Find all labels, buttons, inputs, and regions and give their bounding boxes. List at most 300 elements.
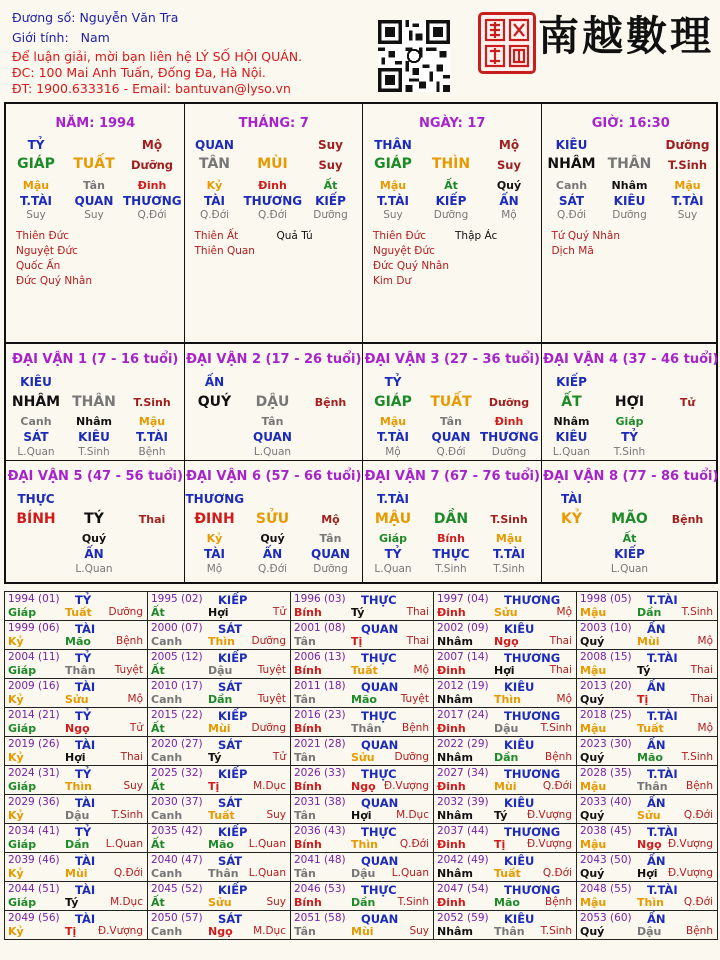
cell-text: Giáp [378, 532, 408, 545]
year-god-text: THƯƠNG [504, 651, 561, 665]
year-cell [148, 737, 291, 766]
cell-text: Q.Đới [556, 209, 587, 221]
year-stem: Tân [294, 635, 316, 648]
year-cell [577, 737, 718, 766]
year-branch: Tý [494, 809, 508, 822]
year-branch: Sửu [65, 693, 89, 706]
year-stage: Q.Đới [542, 867, 572, 879]
year-stem: Mậu [580, 606, 607, 619]
cell-text: TÀI [203, 194, 225, 208]
dai-van-title: ĐẠI VẬN 6 (57 - 66 tuổi) [186, 469, 362, 484]
year-god-text: T.TÀI [647, 651, 678, 665]
year-branch: Tị [637, 693, 649, 706]
year-stage: M.Dục [396, 809, 429, 821]
cell-text: T.TÀI [20, 194, 52, 208]
year-stage: L.Quan [248, 867, 286, 879]
cell-text: Q.Đới [199, 209, 230, 221]
year-cell [148, 592, 291, 621]
year-branch: Tý [351, 606, 365, 619]
year-god-text: TÀI [75, 854, 96, 868]
cell-text: Đinh [258, 179, 287, 192]
address-line: ĐC: 100 Mai Anh Tuấn, Đống Đa, Hà Nội. [12, 65, 266, 80]
cell-text: KIẾP [614, 547, 645, 561]
year-god-text: ẤN [647, 854, 666, 868]
year-label: 1998 (05) [580, 593, 632, 605]
dai-van-title: ĐẠI VẬN 1 (7 - 16 tuổi) [12, 352, 179, 367]
year-branch: Ngọ [637, 838, 662, 851]
year-cell [291, 737, 434, 766]
year-cell [291, 882, 434, 911]
year-stem: Canh [151, 693, 183, 706]
year-stem: Quý [580, 925, 605, 938]
year-stage: Mộ [697, 722, 713, 734]
year-label: 2010 (17) [151, 680, 203, 692]
year-branch: Dậu [208, 664, 233, 677]
year-stem: Kỷ [8, 635, 24, 648]
cell-text: Canh [555, 179, 588, 192]
dai-van-cell-2 [185, 344, 364, 460]
cell-text: Quý [496, 179, 522, 192]
year-god-text: THỰC [361, 883, 397, 897]
year-branch: Mùi [65, 867, 88, 880]
dai-van-cell-1 [6, 344, 185, 460]
year-label: 2051 (58) [294, 912, 346, 924]
year-branch: Hợi [494, 664, 515, 677]
year-stem: Mậu [580, 664, 607, 677]
cell-text: Dưỡng [665, 138, 710, 152]
year-stage: Dưỡng [251, 722, 286, 734]
year-stem: Giáp [8, 838, 37, 851]
table-row [5, 679, 718, 708]
year-stem: Mậu [580, 780, 607, 793]
year-cell [291, 708, 434, 737]
year-stem: Mậu [580, 722, 607, 735]
year-label: 2016 (23) [294, 709, 346, 721]
year-cell [5, 650, 148, 679]
cell-text: T.Sinh [78, 446, 110, 458]
year-god-text: KIẾP [218, 767, 248, 781]
year-stage: Dưỡng [394, 751, 429, 763]
year-god-text: TỶ [75, 651, 92, 665]
year-god-text: KIÊU [504, 680, 535, 694]
cell-text: Quý [81, 532, 107, 545]
cell-text: T.TÀI [377, 194, 409, 208]
year-label: 2002 (09) [437, 622, 489, 634]
year-god-text: QUAN [361, 854, 399, 868]
dai-van-stage: Tử [679, 396, 696, 409]
dai-van-stage: Thai [138, 513, 166, 526]
cell-text: TÀI [203, 547, 225, 561]
year-stage: Đ.Vượng [383, 780, 429, 792]
year-cell [148, 911, 291, 940]
year-stage: Thai [690, 693, 713, 705]
year-label: 2031 (38) [294, 796, 346, 808]
year-label: 2022 (29) [437, 738, 489, 750]
year-branch: Thìn [351, 838, 378, 851]
cell-text: TUẤT [73, 156, 115, 172]
shen-sha-star: Quốc Ấn [16, 260, 61, 272]
cell-text: Mậu [22, 179, 50, 192]
year-god-text: QUAN [361, 622, 399, 636]
table-row [5, 621, 718, 650]
year-branch: Mùi [637, 635, 660, 648]
dai-van-title: ĐẠI VẬN 2 (17 - 26 tuổi) [186, 352, 362, 367]
cell-text: Tân [261, 415, 284, 428]
year-god-text: T.TÀI [647, 767, 678, 781]
year-label: 1994 (01) [8, 593, 60, 605]
year-cell [5, 621, 148, 650]
year-cell [434, 708, 577, 737]
cell-text: THƯƠNG [243, 194, 303, 208]
year-cell [5, 795, 148, 824]
dai-van-chi: DẬU [255, 394, 290, 410]
dai-van-cell-4 [542, 344, 720, 460]
year-label: 2004 (11) [8, 651, 60, 663]
year-label: 2012 (19) [437, 680, 489, 692]
cell-text: THÌN [431, 156, 471, 172]
cell-text: Dưỡng [130, 158, 174, 172]
year-label: 2047 (54) [437, 883, 489, 895]
year-stem: Tân [294, 751, 316, 764]
year-stage: L.Quan [248, 838, 286, 850]
dai-van-can: BÍNH [16, 511, 56, 527]
year-cell [291, 766, 434, 795]
table-row [5, 708, 718, 737]
year-god-text: ẤN [647, 738, 666, 752]
dai-van-god: TỶ [384, 375, 402, 389]
year-god-text: T.TÀI [647, 709, 678, 723]
shen-sha-star: Thập Ác [455, 230, 498, 242]
shen-sha-star: Thiên Đức [16, 230, 70, 242]
cell-text: Suy [26, 209, 46, 221]
cell-text: QUAN [431, 430, 471, 444]
year-stem: Giáp [8, 664, 37, 677]
cell-text: Dưỡng [612, 209, 647, 221]
dai-van-can: MẬU [374, 511, 412, 527]
cell-text: Mộ [206, 563, 223, 575]
year-branch: Dần [351, 896, 376, 909]
year-label: 2003 (10) [580, 622, 632, 634]
year-stem: Ất [151, 896, 165, 909]
year-label: 2043 (50) [580, 854, 632, 866]
year-cell [5, 911, 148, 940]
year-label: 1995 (02) [151, 593, 203, 605]
year-stage: M.Dục [110, 896, 143, 908]
year-branch: Sửu [494, 606, 518, 619]
year-label: 2026 (33) [294, 767, 346, 779]
cell-text: THƯƠNG [123, 194, 182, 208]
dai-van-god: THỰC [17, 492, 55, 506]
year-stem: Kỷ [8, 809, 24, 822]
year-cell [434, 853, 577, 882]
year-stage: Mộ [556, 693, 572, 705]
year-stage: Q.Đới [113, 867, 143, 879]
cell-text: L.Quan [374, 563, 412, 575]
year-branch: Tuất [65, 606, 92, 619]
cell-text: Ất [444, 179, 458, 192]
year-stage: Thai [406, 635, 429, 647]
year-stage: T.Sinh [540, 925, 572, 937]
cell-text: Ất [622, 532, 637, 545]
year-stage: Bệnh [686, 925, 713, 937]
year-stem: Tân [294, 693, 316, 706]
cell-text: T.TÀI [136, 430, 168, 444]
year-label: 2032 (39) [437, 796, 489, 808]
year-cell [291, 853, 434, 882]
year-god-text: ẤN [647, 912, 666, 926]
cell-text: Nhâm [611, 179, 648, 192]
cell-text: T.TÀI [377, 430, 409, 444]
year-stage: T.Sinh [397, 896, 429, 908]
year-cell [577, 621, 718, 650]
annual-luck-table [4, 591, 718, 940]
year-cell [291, 824, 434, 853]
year-stem: Ất [151, 606, 165, 619]
year-stem: Ất [151, 780, 165, 793]
year-god-text: KIÊU [504, 622, 535, 636]
year-branch: Mùi [208, 722, 231, 735]
dai-van-cell-3 [363, 344, 542, 460]
shen-sha-star: Thiên Đức [373, 230, 427, 242]
year-branch: Mão [208, 838, 234, 851]
year-branch: Tị [208, 780, 220, 793]
cell-text: QUAN [253, 430, 292, 444]
year-stem: Bính [294, 606, 322, 619]
phone-email-line: ĐT: 1900.633316 - Email: bantuvan@lyso.vn [12, 81, 291, 96]
year-stage: T.Sinh [540, 722, 572, 734]
table-row [5, 795, 718, 824]
year-stage: Thai [549, 664, 572, 676]
year-branch: Tị [494, 838, 506, 851]
dai-van-title: ĐẠI VẬN 3 (27 - 36 tuổi) [364, 352, 540, 367]
year-branch: Dậu [637, 925, 662, 938]
year-god-text: QUAN [361, 738, 399, 752]
year-cell [148, 621, 291, 650]
year-label: 2030 (37) [151, 796, 203, 808]
pillar-title: NGÀY: 17 [419, 116, 486, 131]
cell-text: THƯƠNG [480, 430, 539, 444]
year-stage: L.Quan [105, 838, 143, 850]
year-branch: Hợi [637, 867, 658, 880]
year-label: 2040 (47) [151, 854, 203, 866]
year-stage: Thai [549, 635, 572, 647]
year-god-text: ẤN [647, 680, 666, 694]
dai-van-chi: SỬU [255, 511, 290, 527]
cell-text: KIẾP [435, 194, 467, 208]
year-cell [148, 766, 291, 795]
table-row [5, 737, 718, 766]
year-label: 2048 (55) [580, 883, 632, 895]
cell-text: Suy [317, 138, 343, 152]
year-cell [291, 679, 434, 708]
year-god-text: T.TÀI [647, 593, 678, 607]
year-branch: Mão [494, 896, 520, 909]
year-god-text: QUAN [361, 912, 399, 926]
year-label: 2050 (57) [151, 912, 203, 924]
year-stage: L.Quan [391, 867, 429, 879]
year-god-text: SÁT [218, 622, 243, 636]
cell-text: Mộ [141, 138, 163, 152]
year-stage: T.Sinh [111, 809, 143, 821]
year-cell [5, 824, 148, 853]
dai-van-chi: HỢI [614, 394, 645, 410]
year-cell [434, 911, 577, 940]
year-branch: Ngọ [208, 925, 233, 938]
year-stage: Mộ [697, 635, 713, 647]
year-label: 2045 (52) [151, 883, 203, 895]
year-stem: Giáp [8, 606, 37, 619]
year-label: 2005 (12) [151, 651, 203, 663]
year-label: 2052 (59) [437, 912, 489, 924]
cell-text: Mộ [501, 209, 517, 221]
table-row [5, 882, 718, 911]
cell-text: GIÁP [17, 156, 55, 172]
year-god-text: ẤN [647, 622, 666, 636]
year-god-text: TỶ [75, 709, 92, 723]
year-branch: Thân [65, 664, 96, 677]
year-cell [434, 621, 577, 650]
year-branch: Dần [637, 606, 662, 619]
year-cell [5, 882, 148, 911]
year-stage: Q.Đới [683, 809, 713, 821]
table-row [5, 911, 718, 940]
year-label: 2019 (26) [8, 738, 60, 750]
year-god-text: THƯƠNG [504, 709, 561, 723]
year-stage: Mộ [556, 606, 572, 618]
year-stem: Mậu [580, 896, 607, 909]
cell-text: MÙI [257, 156, 288, 172]
year-cell [577, 795, 718, 824]
year-god-text: THỰC [361, 767, 397, 781]
year-god-text: SÁT [218, 854, 243, 868]
year-label: 2039 (46) [8, 854, 60, 866]
year-branch: Tuất [637, 722, 664, 735]
cell-text: Đinh [137, 179, 167, 192]
year-cell [148, 650, 291, 679]
year-cell [5, 708, 148, 737]
cell-text: THỰC [432, 547, 470, 561]
year-stage: Thai [690, 664, 713, 676]
cell-text: Canh [20, 415, 52, 428]
year-cell [148, 708, 291, 737]
year-label: 2021 (28) [294, 738, 346, 750]
year-stage: Tử [272, 751, 286, 763]
year-stage: M.Dục [253, 925, 286, 937]
cell-text: Q.Đới [436, 446, 466, 458]
cell-text: L.Quan [552, 446, 591, 458]
cell-text: Bính [437, 532, 465, 545]
dai-van-chi: DẦN [433, 511, 469, 527]
pillar-title: THÁNG: 7 [238, 116, 309, 131]
year-god-text: TÀI [75, 738, 96, 752]
year-god-text: SÁT [218, 738, 243, 752]
dai-van-can: NHÂM [11, 394, 61, 410]
shen-sha-star: Kim Dư [373, 275, 412, 287]
dai-van-title: ĐẠI VẬN 5 (47 - 56 tuổi) [7, 469, 183, 484]
cell-text: THÂN [607, 156, 652, 172]
brand-logo: 南越數理 [538, 12, 714, 60]
cell-text: Q.Đới [257, 563, 288, 575]
cell-text: Mậu [138, 415, 166, 428]
year-stage: Mộ [413, 664, 429, 676]
year-god-text: T.TÀI [647, 825, 678, 839]
year-stem: Nhâm [437, 867, 473, 880]
year-stage: Đ.Vượng [526, 838, 572, 850]
cell-text: T.Sinh [493, 563, 525, 575]
year-stem: Quý [580, 635, 605, 648]
year-label: 2046 (53) [294, 883, 346, 895]
dai-van-chi: TUẤT [430, 394, 472, 410]
table-row [5, 592, 718, 621]
cell-text: Mộ [498, 138, 520, 152]
year-cell [434, 737, 577, 766]
year-god-text: THƯƠNG [504, 883, 561, 897]
cell-text: Nhâm [76, 415, 112, 428]
cell-text: Suy [383, 209, 403, 221]
cell-text: Mậu [379, 179, 407, 192]
year-label: 2025 (32) [151, 767, 203, 779]
year-stem: Giáp [8, 722, 37, 735]
year-label: 2018 (25) [580, 709, 632, 721]
year-god-text: TÀI [75, 796, 96, 810]
shen-sha-star: Quả Tú [276, 230, 313, 242]
cell-text: Q.Đới [137, 209, 167, 221]
year-god-text: QUAN [361, 680, 399, 694]
cell-text: L.Quan [17, 446, 55, 458]
year-god-text: KIẾP [218, 593, 248, 607]
table-row [5, 766, 718, 795]
year-stem: Đinh [437, 780, 466, 793]
year-label: 2037 (44) [437, 825, 489, 837]
year-cell [5, 592, 148, 621]
year-god-text: SÁT [218, 912, 243, 926]
cell-text: Quý [260, 532, 285, 545]
dai-van-can: ĐINH [194, 511, 235, 527]
year-stage: Tử [272, 606, 286, 618]
year-cell [434, 882, 577, 911]
qr-code-icon [378, 20, 450, 92]
year-god-text: KIÊU [504, 796, 535, 810]
dai-van-god: T.TÀI [377, 492, 409, 506]
year-label: 2044 (51) [8, 883, 60, 895]
year-cell [5, 766, 148, 795]
dai-van-can: GIÁP [374, 394, 412, 410]
gender-line: Giới tính: Nam [12, 30, 110, 45]
cell-text: QUAN [311, 547, 350, 561]
year-branch: Thân [637, 780, 668, 793]
year-branch: Sửu [208, 896, 232, 909]
dai-van-god: KIÊU [20, 375, 52, 389]
year-stage: Mộ [127, 693, 143, 705]
year-stem: Canh [151, 809, 183, 822]
year-stage: Tuyệt [400, 693, 429, 705]
year-cell [148, 679, 291, 708]
shen-sha-star: Thiên Ất [194, 230, 239, 242]
cell-text: Suy [677, 209, 698, 221]
year-god-text: KIÊU [504, 854, 535, 868]
year-stem: Kỷ [8, 751, 24, 764]
cell-text: T.Sinh [435, 563, 467, 575]
dai-van-stage: Bệnh [671, 513, 704, 526]
year-stem: Quý [580, 809, 605, 822]
year-cell [577, 766, 718, 795]
cell-text: Tân [83, 179, 105, 192]
year-stem: Ất [151, 838, 165, 851]
year-stem: Kỷ [8, 925, 24, 938]
year-stem: Ất [151, 664, 165, 677]
year-god-text: TÀI [75, 680, 96, 694]
year-branch: Tuất [351, 664, 378, 677]
